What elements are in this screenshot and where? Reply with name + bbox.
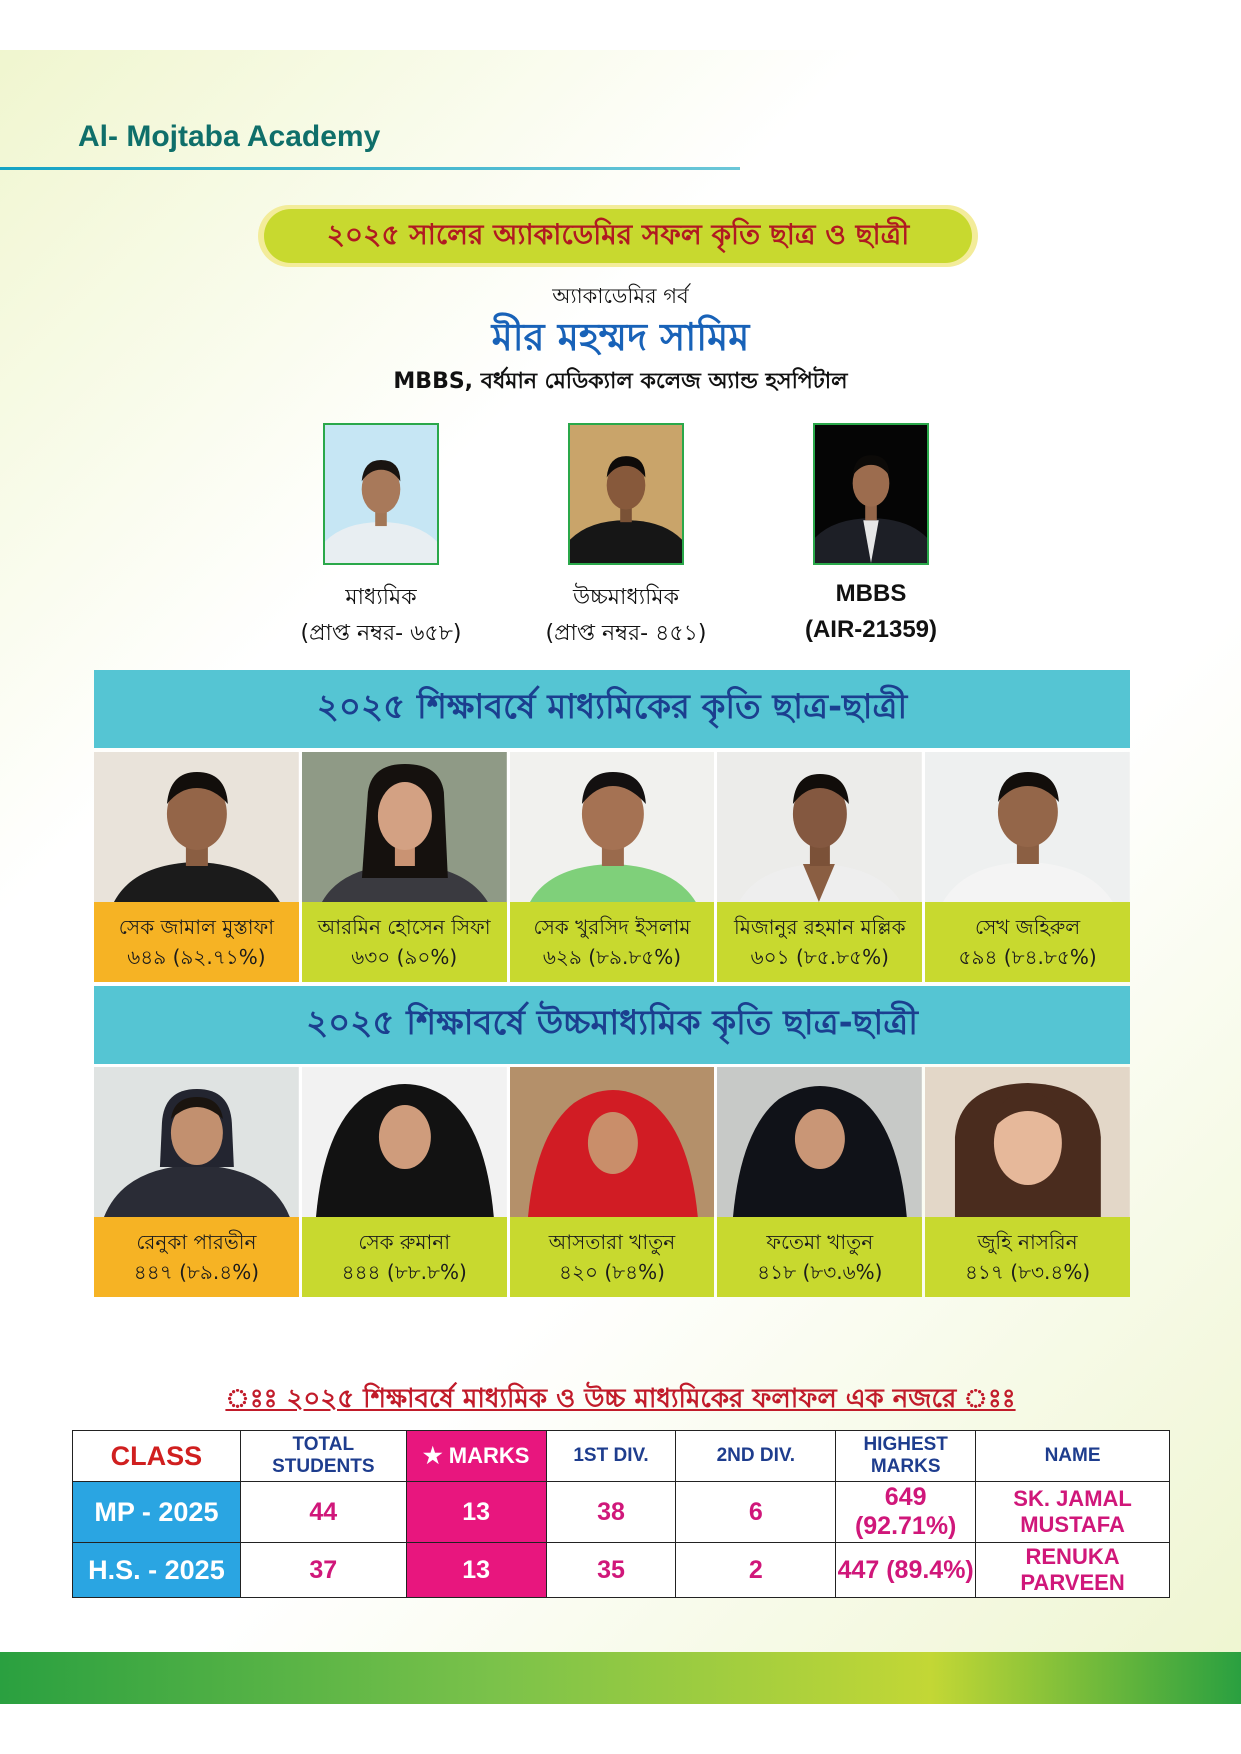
student-photo xyxy=(302,1067,507,1217)
row-class: H.S. - 2025 xyxy=(73,1543,241,1598)
student-caption xyxy=(302,902,507,982)
student-card xyxy=(302,1067,507,1297)
row-name: RENUKA PARVEEN xyxy=(976,1543,1170,1598)
row-total: 44 xyxy=(240,1482,406,1543)
header-star-marks: ★ MARKS xyxy=(406,1431,546,1482)
row-highest: 649 (92.71%) xyxy=(836,1482,976,1543)
header-class: CLASS xyxy=(73,1431,241,1482)
student-photo xyxy=(302,752,507,902)
mp-section-title: ২০২৫ শিক্ষাবর্ষে মাধ্যমিকের কৃতি ছাত্র-ছাত্রী xyxy=(94,670,1130,748)
student-card xyxy=(717,752,922,982)
student-caption xyxy=(925,1217,1130,1297)
student-caption xyxy=(302,1217,507,1297)
student-score: ৪৪৭ (৮৯.৪%) xyxy=(133,1260,259,1284)
stage-label-mbbs: MBBS xyxy=(835,580,907,607)
pride-label: অ্যাকাডেমির গর্ব xyxy=(552,284,689,308)
student-photo xyxy=(94,1067,299,1217)
student-caption xyxy=(510,902,715,982)
student-score: ৬২৯ (৮৯.৮৫%) xyxy=(542,945,682,969)
student-photo xyxy=(717,1067,922,1217)
student-card xyxy=(94,752,299,982)
stage-label-higher-secondary: উচ্চমাধ্যমিক xyxy=(573,585,679,610)
student-name: সেক খুরসিদ ইসলাম xyxy=(533,915,691,939)
header-divider xyxy=(0,167,740,170)
pride-name: মীর মহম্মদ সামিম xyxy=(491,315,750,359)
stage-score-mbbs: (AIR-21359) xyxy=(804,616,938,643)
hs-section-title: ২০২৫ শিক্ষাবর্ষে উচ্চমাধ্যমিক কৃতি ছাত্র-ছাত্রী xyxy=(94,986,1130,1064)
row-first-div: 35 xyxy=(546,1543,676,1598)
table-row xyxy=(73,1543,1170,1598)
student-card xyxy=(510,1067,715,1297)
header-second-div: 2ND DIV. xyxy=(676,1431,836,1482)
student-score: ৪২০ (৮৪%) xyxy=(559,1260,665,1284)
results-title: ঃঃ ২০২৫ শিক্ষাবর্ষে মাধ্যমিক ও উচ্চ মাধ্যমিকের ফলাফল এক নজরে ঃঃ xyxy=(225,1384,1016,1414)
student-score: ৪১৮ (৮৩.৬%) xyxy=(757,1260,883,1284)
row-second-div: 2 xyxy=(676,1543,836,1598)
student-caption xyxy=(94,902,299,982)
row-highest: 447 (89.4%) xyxy=(836,1543,976,1598)
student-caption xyxy=(717,1217,922,1297)
student-photo xyxy=(94,752,299,902)
student-score: ৬৩০ (৯০%) xyxy=(351,945,458,969)
row-second-div: 6 xyxy=(676,1482,836,1543)
footer-bar xyxy=(0,1652,1241,1704)
header-highest-marks: HIGHEST MARKS xyxy=(836,1431,976,1482)
student-score: ৬৪৯ (৯২.৭১%) xyxy=(127,945,266,969)
student-name: সেখ জহিরুল xyxy=(974,915,1081,939)
row-total: 37 xyxy=(240,1543,406,1598)
student-name: সেক জামাল মুস্তাফা xyxy=(118,915,275,939)
stage-score-madhyamik: (প্রাপ্ত নম্বর- ৬৫৮) xyxy=(300,621,462,646)
header-first-div: 1ST DIV. xyxy=(546,1431,676,1482)
row-class: MP - 2025 xyxy=(73,1482,241,1543)
student-photo xyxy=(925,752,1130,902)
student-name: আরমিন হোসেন সিফা xyxy=(317,915,491,939)
student-card xyxy=(925,752,1130,982)
academy-name: Al- Mojtaba Academy xyxy=(78,120,381,153)
student-photo xyxy=(510,752,715,902)
student-score: ৪১৭ (৮৩.৪%) xyxy=(964,1260,1091,1284)
student-card xyxy=(717,1067,922,1297)
student-name: সেক রুমানা xyxy=(358,1230,451,1254)
pride-college: MBBS, বর্ধমান মেডিক্যাল কলেজ অ্যান্ড হসপিটাল xyxy=(393,369,848,394)
row-star-marks: 13 xyxy=(406,1543,546,1598)
student-card xyxy=(94,1067,299,1297)
stage-label-madhyamik: মাধ্যমিক xyxy=(345,585,417,610)
student-name: রেনুকা পারভীন xyxy=(136,1230,257,1254)
row-first-div: 38 xyxy=(546,1482,676,1543)
table-row xyxy=(73,1482,1170,1543)
student-card xyxy=(925,1067,1130,1297)
student-caption xyxy=(717,902,922,982)
headline-banner xyxy=(258,205,978,267)
portrait-higher-secondary xyxy=(568,423,684,565)
portrait-mbbs xyxy=(813,423,929,565)
student-name: ফতেমা খাতুন xyxy=(766,1230,874,1254)
student-caption xyxy=(510,1217,715,1297)
portrait-madhyamik xyxy=(323,423,439,565)
hs-student-row xyxy=(94,1067,1130,1297)
headline-banner-text: ২০২৫ সালের অ্যাকাডেমির সফল কৃতি ছাত্র ও ছাত্রী xyxy=(264,209,972,263)
student-card xyxy=(510,752,715,982)
student-name: জুহি নাসরিন xyxy=(977,1230,1078,1254)
student-photo xyxy=(510,1067,715,1217)
student-score: ৪৪৪ (৮৮.৮%) xyxy=(341,1260,467,1284)
header-total-students: TOTAL STUDENTS xyxy=(240,1431,406,1482)
row-star-marks: 13 xyxy=(406,1482,546,1543)
student-caption xyxy=(925,902,1130,982)
student-name: মিজানুর রহমান মল্লিক xyxy=(734,915,906,939)
stage-score-higher-secondary: (প্রাপ্ত নম্বর- ৪৫১) xyxy=(545,621,707,646)
student-name: আসতারা খাতুন xyxy=(548,1230,676,1254)
student-photo xyxy=(717,752,922,902)
student-score: ৫৯৪ (৮৪.৮৫%) xyxy=(958,945,1097,969)
row-name: SK. JAMAL MUSTAFA xyxy=(976,1482,1170,1543)
mp-student-row xyxy=(94,752,1130,982)
student-card xyxy=(302,752,507,982)
results-header-row xyxy=(73,1431,1170,1482)
student-score: ৬০১ (৮৫.৮৫%) xyxy=(750,945,889,969)
student-photo xyxy=(925,1067,1130,1217)
student-caption xyxy=(94,1217,299,1297)
results-table xyxy=(72,1430,1170,1598)
header-name: NAME xyxy=(976,1431,1170,1482)
